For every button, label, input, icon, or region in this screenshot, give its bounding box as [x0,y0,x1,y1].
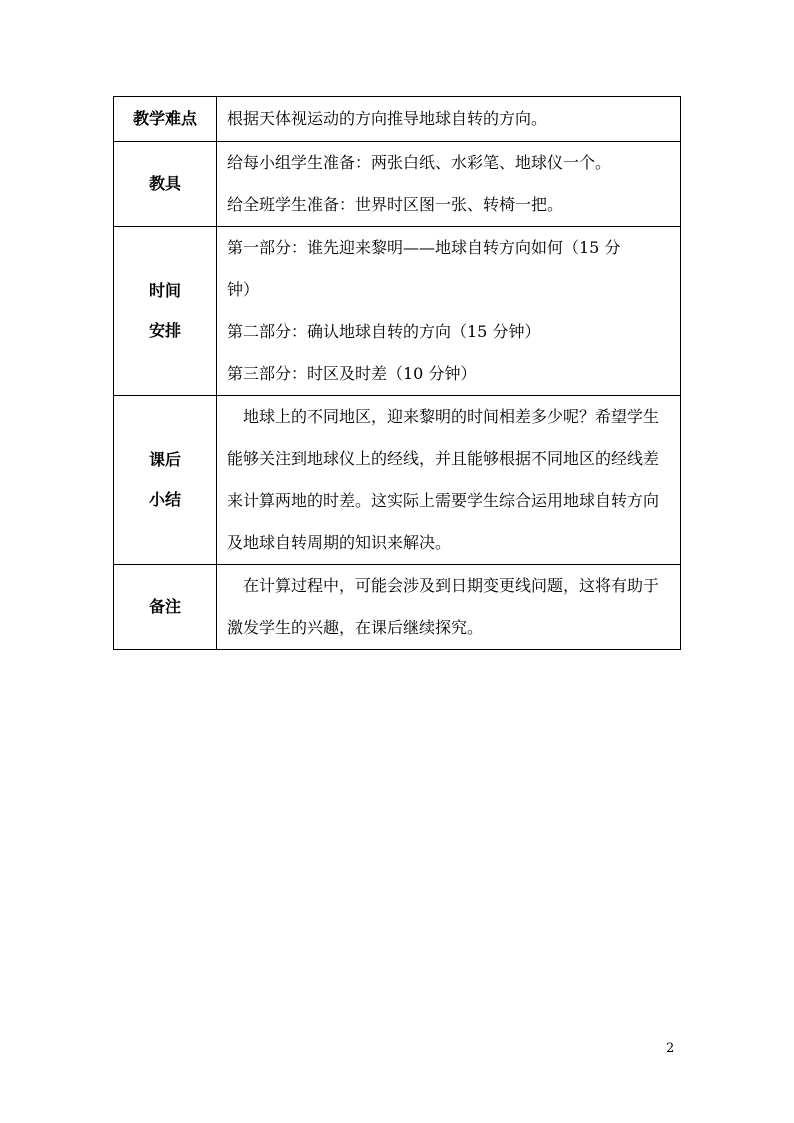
row-time-arrangement [114,227,681,396]
row-teaching-difficulty [114,97,681,142]
label-after-class-summary [114,396,217,565]
label-teaching-difficulty: 教学难点 [114,97,217,142]
label-time-line-2: 安排 [148,321,181,340]
row-teaching-tools [114,142,681,227]
content-notes [217,565,681,650]
time-part-1-cont: 钟） [227,280,260,299]
label-notes: 备注 [114,565,217,650]
time-part-1: 第一部分：谁先迎来黎明——地球自转方向如何（15 分 [227,238,621,257]
label-summary-line-1: 课后 [148,450,181,469]
label-time-arrangement [114,227,217,396]
label-teaching-tools: 教具 [114,142,217,227]
content-after-class-summary [217,396,681,565]
label-time-line-1: 时间 [148,281,181,300]
page-number: 2 [666,1041,675,1056]
tools-line-group: 给每小组学生准备：两张白纸、水彩笔、地球仪一个。 [227,153,612,172]
label-summary-line-2: 小结 [148,490,181,509]
content-time-arrangement [217,227,681,396]
teaching-difficulty-text: 根据天体视运动的方向推导地球自转的方向。 [227,109,548,128]
notes-paragraph: 在计算过程中，可能会涉及到日期变更线问题，这将有助于激发学生的兴趣，在课后继续探究。 [227,576,660,637]
summary-paragraph: 地球上的不同地区，迎来黎明的时间相差多少呢？希望学生能够关注到地球仪上的经线，并且能够根据不同地区的经线差来计算两地的时差。这实际上需要学生综合运用地球自转方向及地球自转周期的知识来解决。 [227,407,660,552]
tools-line-class: 给全班学生准备：世界时区图一张、转椅一把。 [227,195,564,214]
time-part-3: 第三部分：时区及时差（10 分钟） [227,364,477,383]
lesson-plan-table [113,96,681,650]
content-teaching-tools [217,142,681,227]
content-teaching-difficulty [217,97,681,142]
time-part-2: 第二部分：确认地球自转的方向（15 分钟） [227,322,541,341]
row-after-class-summary [114,396,681,565]
row-notes [114,565,681,650]
